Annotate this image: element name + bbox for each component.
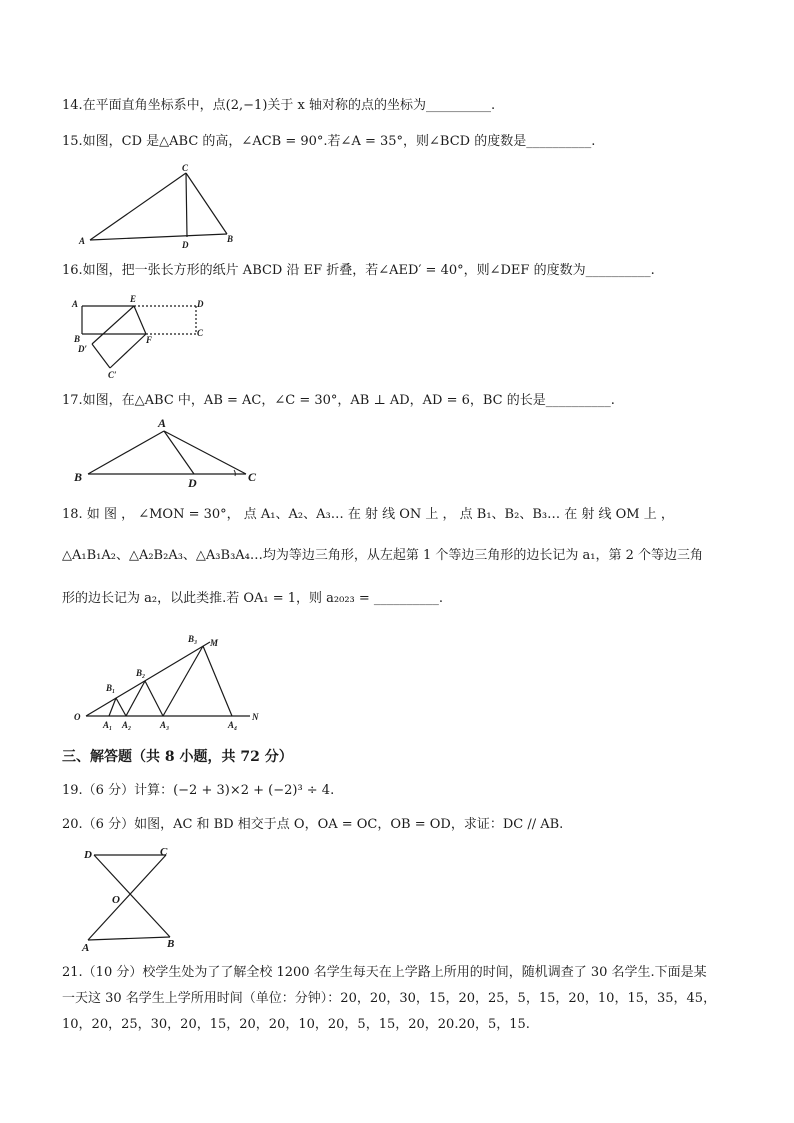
label-E: E bbox=[130, 294, 137, 304]
question-21-line-3: 10，20，25，30，20，15，20，20，10，20，5，15，20，20.20，5，15. bbox=[62, 1017, 530, 1032]
label-A: A bbox=[72, 299, 79, 309]
label-N: N bbox=[252, 712, 259, 722]
figure-15-triangle bbox=[74, 162, 244, 248]
question-20: 20.（6 分）如图，AC 和 BD 相交于点 O，OA = OC，OB = OD，求证：DC // AB. bbox=[62, 817, 564, 832]
label-M: M bbox=[210, 638, 219, 648]
label-A4: A₄ bbox=[228, 720, 238, 730]
label-B: B bbox=[167, 938, 175, 950]
figure-17-triangle bbox=[68, 414, 268, 490]
label-A2: A₂ bbox=[122, 720, 132, 730]
question-17: 17.如图，在△ABC 中，AB = AC，∠C = 30°，AB ⊥ AD，AD = 6，BC 的长是__________. bbox=[62, 393, 615, 408]
label-B: B bbox=[74, 334, 81, 344]
label-D: D bbox=[197, 299, 204, 309]
label-D-prime: D′ bbox=[78, 344, 88, 354]
figure-16-folded-rectangle bbox=[68, 294, 218, 382]
label-F: F bbox=[146, 335, 153, 345]
question-18-line-1: 18. 如 图 ， ∠MON = 30°， 点 A₁、A₂、A₃… 在 射 线 ON 上 ， 点 B₁、B₂、B₃… 在 射 线 OM 上 ， bbox=[62, 507, 674, 522]
label-D: D bbox=[182, 240, 189, 248]
label-A1: A₁ bbox=[103, 720, 113, 730]
label-C: C bbox=[160, 846, 168, 858]
question-16: 16.如图，把一张长方形的纸片 ABCD 沿 EF 折叠，若∠AED′ = 40°，则∠DEF 的度数为__________. bbox=[62, 263, 655, 278]
question-18-line-2: △A₁B₁A₂、△A₂B₂A₃、△A₃B₃A₄…均为等边三角形，从左起第 1 个等边三角形的边长记为 a₁，第 2 个等边三角 bbox=[62, 548, 704, 563]
label-B: B bbox=[74, 470, 83, 484]
figure-18-equilateral-chain bbox=[68, 632, 268, 732]
question-18-line-3: 形的边长记为 a₂，以此类推.若 OA₁ = 1，则 a₂₀₂₃ = __________. bbox=[62, 591, 444, 606]
label-C-prime: C′ bbox=[108, 370, 117, 380]
question-21-line-2: 一天这 30 名学生上学所用时间（单位：分钟）：20，20，30，15，20，25，5，15，20，10，15，35，45， bbox=[62, 991, 717, 1006]
label-C: C bbox=[197, 328, 204, 338]
label-D: D bbox=[84, 849, 92, 861]
label-B: B bbox=[227, 234, 234, 244]
label-A: A bbox=[82, 942, 90, 953]
label-A3: A₃ bbox=[160, 720, 170, 730]
question-14: 14.在平面直角坐标系中，点(2,−1)关于 x 轴对称的点的坐标为__________. bbox=[62, 98, 496, 113]
question-19: 19.（6 分）计算：(−2 + 3)×2 + (−2)³ ÷ 4. bbox=[62, 783, 335, 798]
label-D: D bbox=[188, 476, 197, 490]
question-21-line-1: 21.（10 分）校学生处为了了解全校 1200 名学生每天在上学路上所用的时间，随机调查了 30 名学生.下面是某 bbox=[62, 965, 707, 980]
label-B2: B₂ bbox=[136, 668, 146, 678]
label-O: O bbox=[112, 894, 120, 906]
label-O: O bbox=[74, 712, 81, 722]
question-15: 15.如图，CD 是△ABC 的高，∠ACB = 90°.若∠A = 35°，则∠BCD 的度数是__________. bbox=[62, 134, 596, 149]
label-B3: B₃ bbox=[188, 634, 198, 644]
label-A: A bbox=[79, 236, 86, 246]
label-C: C bbox=[182, 163, 189, 173]
section-3-title: 三、解答题（共 8 小题，共 72 分） bbox=[62, 749, 293, 765]
label-A: A bbox=[158, 416, 167, 430]
figure-20-crossing-lines bbox=[74, 843, 194, 953]
label-B1: B₁ bbox=[106, 683, 116, 693]
label-C: C bbox=[248, 470, 257, 484]
